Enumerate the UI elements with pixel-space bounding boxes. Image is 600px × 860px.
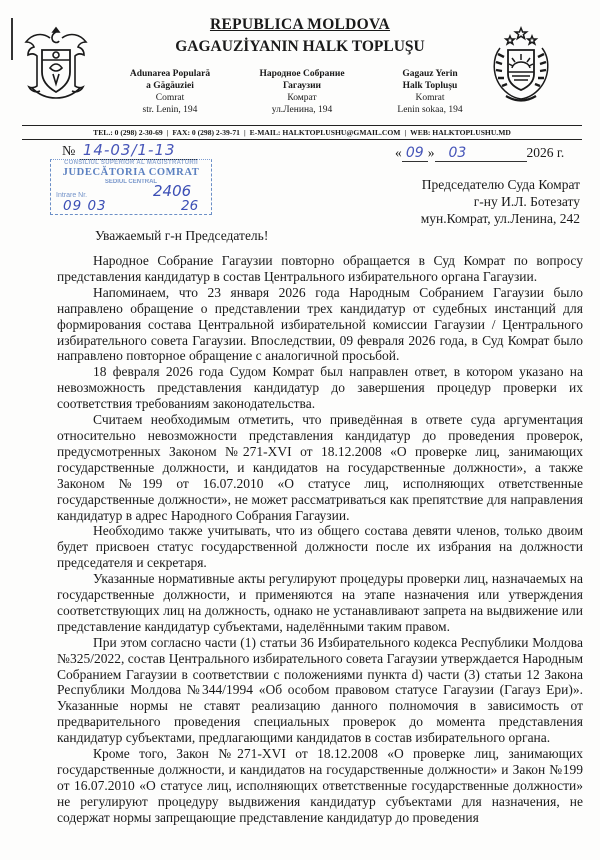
stamp-line1: CONSILIUL SUPERIOR AL MAGISTRATURII [64, 160, 198, 166]
column-address: Lenin sokaa, 194 [397, 105, 463, 115]
contact-fax: FAX: 0 (298) 2-39-71 [172, 128, 240, 137]
number-handwritten: 14-03/1-13 [79, 141, 197, 160]
body-paragraph: Кроме того, Закон №271-XVI от 18.12.2008 «О проверке лиц, занимающих государственные должности, и кандидатов на государственные должности» и Закон №199 от 16.07.2010 «О статусе лиц, исполняющих ответственные государственные должности» не регулируют процедуру выдвижения кандидатур субъектами для назначения, не содержат нормы запрещающие представление кандидатур до проведения [57, 746, 583, 825]
stamp-entry-number: 2406 [153, 182, 192, 200]
column-name-line2: a Găgăuziei [146, 81, 194, 91]
date-close-quote: » [427, 145, 435, 160]
salutation: Уважаемый г-н Председатель! [95, 228, 269, 243]
header-column-romanian [100, 68, 240, 116]
column-name-line1: Adunarea Populară [129, 69, 211, 79]
header-column-russian [232, 68, 372, 116]
stamp-line3: SEDIUL CENTRAL [104, 179, 158, 185]
stamp-line2: JUDECĂTORIA COMRAT [62, 167, 200, 178]
column-address: ул.Ленина, 194 [271, 105, 333, 115]
date-open-quote: « [395, 145, 402, 160]
column-name-line1: Народное Собрание [259, 69, 345, 79]
number-label: № [62, 144, 76, 159]
date-year: 2026 г. [526, 145, 565, 160]
stamp-entry-date: 09 03 [63, 198, 107, 214]
column-city: Комрат [287, 93, 317, 103]
contact-email: E-MAIL: HALKTOPLUSHU@GMAIL.COM [249, 128, 401, 137]
column-name-line1: Gagauz Yerin [402, 69, 458, 79]
body-paragraph: Необходимо также учитывать, что из общего состава девяти членов, только двоим будет присвоен статус государственной должности после их избрания на должности председателя и секретаря. [57, 523, 583, 571]
letter-body [57, 253, 583, 826]
country-heading: REPUBLICA MOLDOVA [209, 16, 391, 33]
date-month: 03 [448, 145, 467, 161]
addressee-line2: г-ну И.Л. Ботезату [473, 194, 580, 209]
column-name-line2: Гагаузии [282, 81, 322, 91]
institution-heading: GAGAUZİYANIN HALK TOPLUŞU [175, 38, 425, 55]
column-city: Comrat [155, 93, 185, 103]
body-paragraph: Напоминаем, что 23 января 2026 года Народным Собранием Гагаузии было направлено обращение о представлении трех кандидатур от судебных инстанций для формирования состава Центральной избирательной комиссии Гагаузии / Центрального избирательного совета Гагаузии. Впоследствии, 09 февраля 2026 года, в Суд Комрат было направлено повторное обращение с аналогичной просьбой. [57, 284, 583, 364]
stamp-entry-label: Intrare Nr. [56, 192, 88, 199]
outgoing-number [62, 141, 197, 160]
moldova-coat-of-arms-icon [20, 22, 92, 102]
body-paragraph: Указанные нормативные акты регулируют процедуры проверки лиц, назначаемых на государственные должности, и применяются на этапе назначения или утверждения соответствующих лиц на должность, однако не устанавливают запрета на выдвижение или представление кандидатур субъектами, наделёнными таким правом. [57, 571, 583, 634]
contact-bar [22, 125, 582, 140]
body-paragraph: Считаем необходимым отметить, что приведённая в ответе суда аргументация относительно невозможности представления кандидатур до проведения проверок, предусмотренных Законом №271-XVI от 18.12.2008 «О проверке лиц, занимающих государственные должности, и кандидатов на государственные должности», а также Законом №199 от 16.07.2010 «О статусе лиц, исполняющих ответственные государственные должности», не может рассматриваться как препятствие для направления кандидатур в адрес Народного Собрания Гагаузии. [57, 412, 583, 523]
contact-separator: | [243, 128, 246, 137]
letter-date [395, 145, 564, 162]
contact-separator: | [166, 128, 169, 137]
body-paragraph: 18 февраля 2026 года Судом Комрат был направлен ответ, в котором указано на невозможность представления кандидатур до завершения процедур проверки их соответствия требованиям законодательства. [57, 364, 583, 412]
body-paragraph: При этом согласно части (1) статьи 36 Избирательного кодекса Республики Молдова №325/2022, состав Центрального избирательного совета Гагаузии утверждается Народным Собранием Гагаузии в соответствии с положениями пункта d) части (3) статьи 12 Закона Республики Молдова №344/1994 «Об особом правовом статусе Гагаузии (Гагауз Ери)». Указанные нормы не ставят реализацию данного полномочия в зависимость от предварительного проведения специальных проверок до момента представления кандидатур субъектами, предлагающими кандидатов в состав избирательного органа. [57, 634, 583, 746]
header-column-gagauz [360, 68, 500, 116]
contact-website: WEB: HALKTOPLUSHU.MD [410, 128, 511, 137]
addressee-block [380, 176, 580, 227]
addressee-line3: мун.Комрат, ул.Ленина, 242 [420, 211, 580, 226]
column-name-line2: Halk Toplușu [402, 81, 458, 91]
column-city: Komrat [415, 93, 445, 103]
addressee-line1: Председателю Суда Комрат [421, 177, 580, 192]
column-address: str. Lenin, 194 [142, 105, 198, 115]
contact-phone: TEL.: 0 (298) 2-30-69 [93, 128, 163, 137]
contact-separator: | [404, 128, 407, 137]
court-registration-stamp [50, 159, 212, 215]
body-paragraph: Народное Собрание Гагаузии повторно обращается в Суд Комрат по вопросу представления кандидатур в состав Центрального избирательного органа Гагаузии. [57, 253, 583, 284]
stamp-entry-year: 26 [181, 198, 199, 214]
date-day: 09 [405, 145, 424, 161]
